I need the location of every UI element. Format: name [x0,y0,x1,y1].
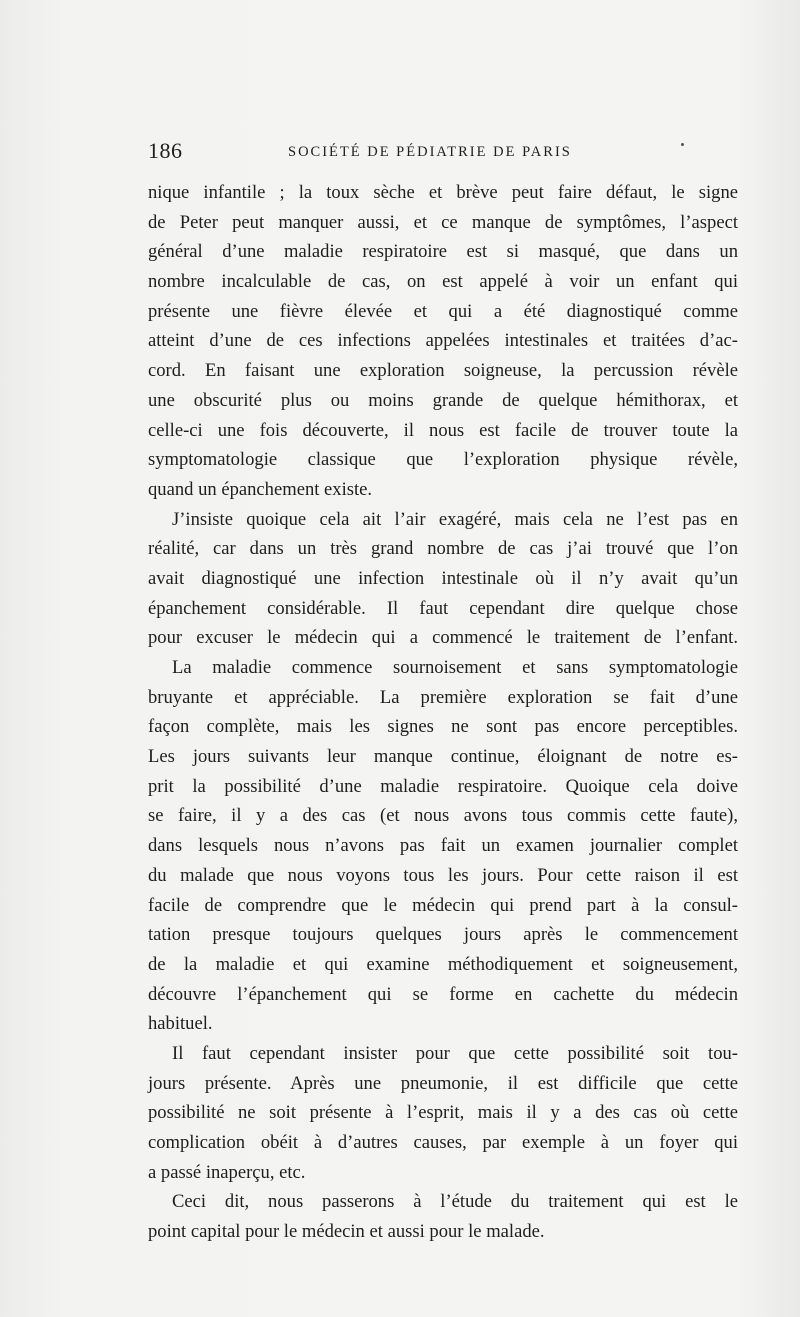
text-line: cord. En faisant une exploration soigneuse, la percussion révèle [148,360,738,382]
text-line: celle-ci une fois découverte, il nous est facile de trouver toute la [148,419,738,441]
text-line: de Peter peut manquer aussi, et ce manque de symptômes, l’aspect [148,211,738,233]
text-line: de la maladie et qui examine méthodiquement et soigneusement, [148,953,738,975]
text-line: présente une fièvre élevée et qui a été diagnostiqué comme [148,300,738,322]
text-line: du malade que nous voyons tous les jours. Pour cette raison il est [148,864,738,886]
text-line: complication obéit à d’autres causes, par exemple à un foyer qui [148,1132,738,1153]
text-line: facile de comprendre que le médecin qui prend part à la consul- [148,894,738,916]
text-line: pour excuser le médecin qui a commencé le traitement de l’enfant. [148,627,738,649]
text-line: dans lesquels nous n’avons pas fait un examen journalier complet [148,835,738,857]
text-line: symptomatologie classique que l’exploration physique révèle, [148,449,738,471]
text-line: atteint d’une de ces infections appelées intestinales et traitées d’ac- [148,330,738,352]
page-number: 186 [148,138,183,163]
text-line: point capital pour le médecin et aussi pour le malade. [148,1221,545,1243]
text-line: possibilité ne soit présente à l’esprit, mais il y a des cas où cette [148,1102,738,1124]
paper-speck [681,143,684,146]
text-line: réalité, car dans un très grand nombre de cas j’ai trouvé que l’on [148,538,738,560]
text-line: découvre l’épanchement qui se forme en cachette du médecin [148,983,738,1005]
text-line: avait diagnostiqué une infection intestinale où il n’y avait qu’un [148,567,738,589]
text-line: Ceci dit, nous passerons à l’étude du traitement qui est le [172,1191,738,1213]
text-line: prit la possibilité d’une maladie respiratoire. Quoique cela doive [148,775,738,797]
text-line: une obscurité plus ou moins grande de quelque hémithorax, et [148,389,738,411]
text-line: Il faut cependant insister pour que cette possibilité soit tou- [172,1042,738,1064]
body-text [148,178,738,1247]
page-header [148,138,760,170]
text-line: nique infantile ; la toux sèche et brève peut faire défaut, le signe [148,182,738,203]
running-head: SOCIÉTÉ DE PÉDIATRIE DE PARIS [288,144,572,160]
text-line: J’insiste quoique cela ait l’air exagéré, mais cela ne l’est pas en [172,508,738,530]
text-line: épanchement considérable. Il faut cependant dire quelque chose [148,597,738,619]
text-line: général d’une maladie respiratoire est si masqué, que dans un [148,241,738,263]
text-line: nombre incalculable de cas, on est appelé à voir un enfant qui [148,271,738,293]
text-line: La maladie commence sournoisement et sans symptomatologie [172,657,738,678]
text-line: habituel. [148,1013,213,1035]
text-line: Les jours suivants leur manque continue, éloignant de notre es- [148,746,738,768]
text-line: façon complète, mais les signes ne sont pas encore perceptibles. [148,716,738,738]
text-line: jours présente. Après une pneumonie, il est difficile que cette [148,1072,738,1094]
text-line: a passé inaperçu, etc. [148,1161,306,1183]
text-line: se faire, il y a des cas (et nous avons tous commis cette faute), [148,805,738,827]
text-line: bruyante et appréciable. La première exploration se fait d’une [148,686,738,708]
text-line: quand un épanchement existe. [148,478,373,500]
text-line: tation presque toujours quelques jours après le commencement [148,924,738,946]
